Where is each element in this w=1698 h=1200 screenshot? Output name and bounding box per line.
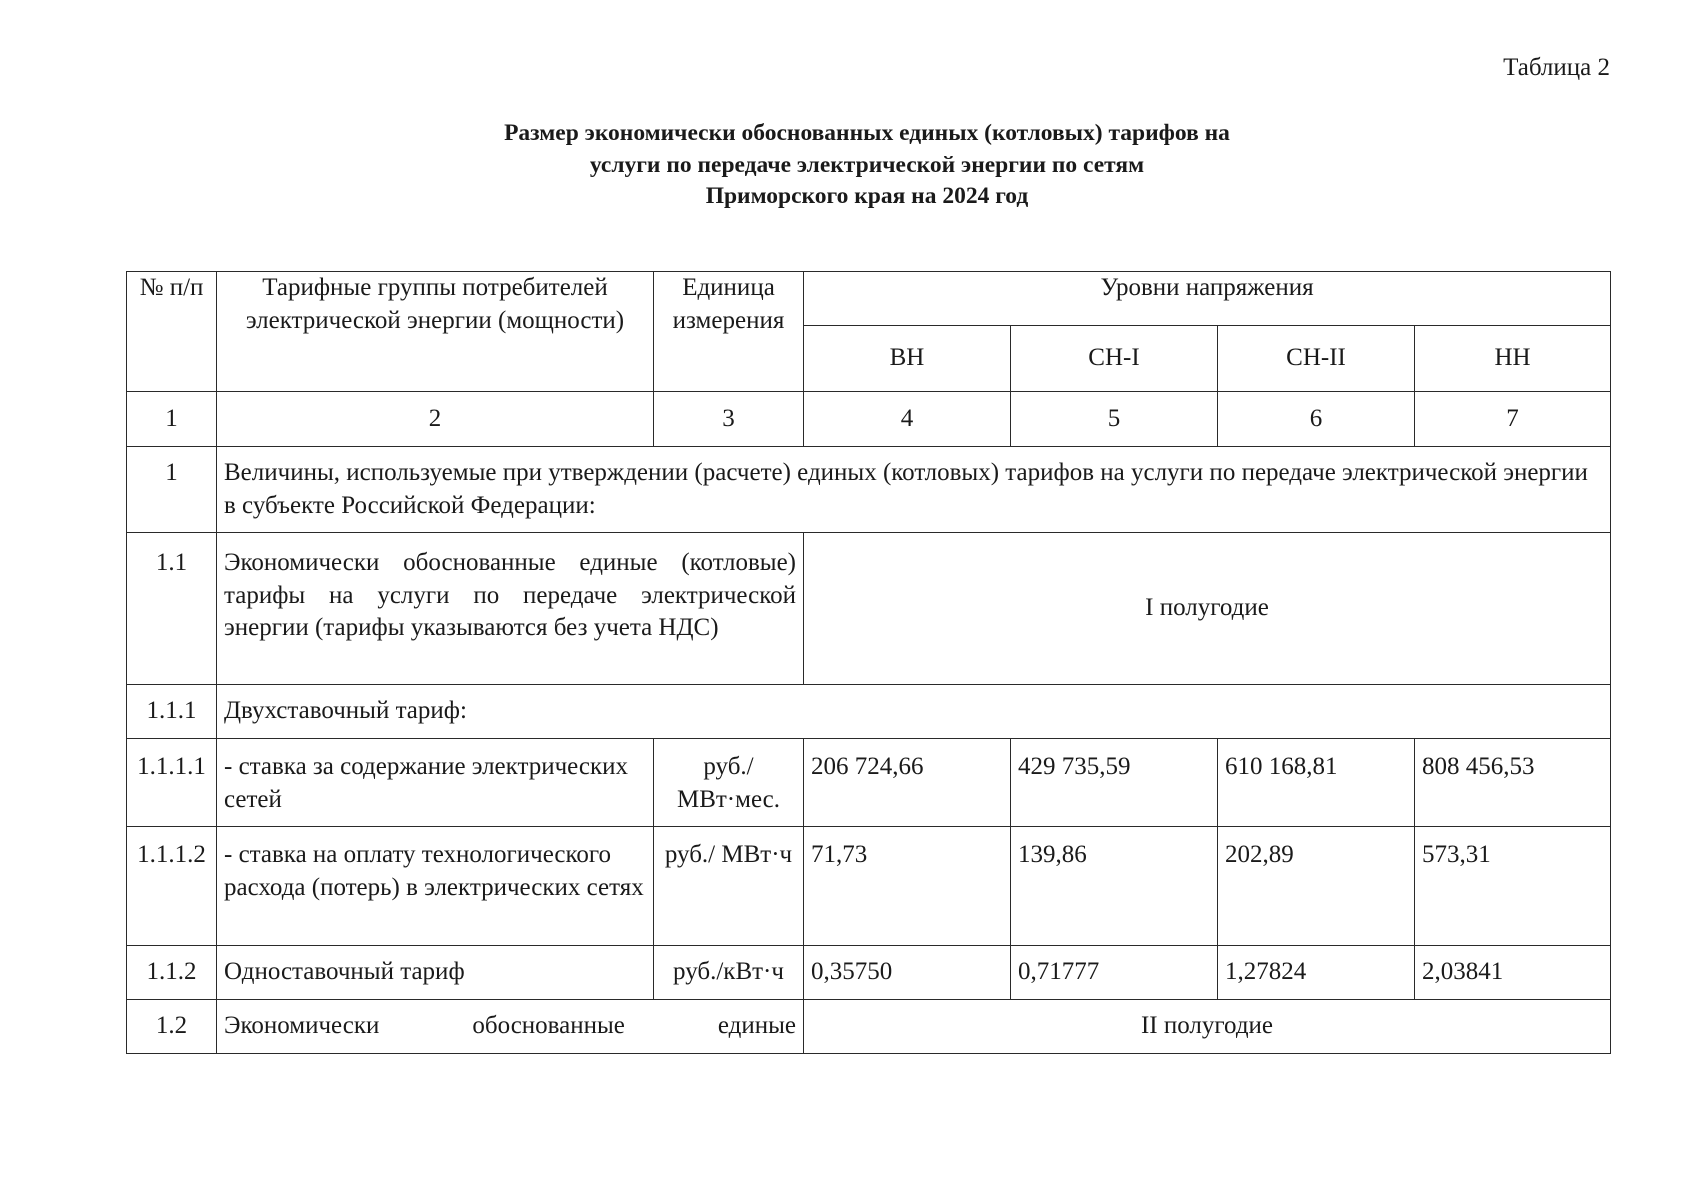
column-number: 5 <box>1011 392 1218 447</box>
value-sn1: 139,86 <box>1011 827 1218 946</box>
table-row <box>127 533 1611 685</box>
value-sn2: 202,89 <box>1218 827 1415 946</box>
table-row <box>127 827 1611 946</box>
period-second-half: II полугодие <box>804 1000 1611 1054</box>
column-number: 3 <box>654 392 804 447</box>
table-row <box>127 739 1611 827</box>
row-number: 1.1.1.1 <box>127 739 217 827</box>
column-number: 4 <box>804 392 1011 447</box>
period-first-half: I полугодие <box>804 533 1611 685</box>
column-number: 6 <box>1218 392 1415 447</box>
table-row <box>127 946 1611 1000</box>
value-nn: 808 456,53 <box>1415 739 1611 827</box>
row-description: Одноставочный тариф <box>217 946 654 1000</box>
header-col-unit: Единица измерения <box>654 272 804 392</box>
title-line-1: Размер экономически обоснованных единых (котловых) тарифов на <box>504 120 1230 146</box>
table-row <box>127 685 1611 739</box>
value-vn: 0,35750 <box>804 946 1011 1000</box>
value-nn: 573,31 <box>1415 827 1611 946</box>
table-number-label: Таблица 2 <box>1503 54 1610 81</box>
row-description: - ставка на оплату технологического расхода (потерь) в электрических сетях <box>217 827 654 946</box>
header-sn1: СН-I <box>1011 326 1218 392</box>
value-nn: 2,03841 <box>1415 946 1611 1000</box>
value-vn: 71,73 <box>804 827 1011 946</box>
header-col-number: № п/п <box>127 272 217 392</box>
row-unit: руб./кВт·ч <box>654 946 804 1000</box>
row-description: - ставка за содержание электрических сетей <box>217 739 654 827</box>
row-number: 1.1.2 <box>127 946 217 1000</box>
title-line-3: Приморского края на 2024 год <box>705 183 1029 209</box>
column-number: 1 <box>127 392 217 447</box>
header-sn2: СН-II <box>1218 326 1415 392</box>
column-number: 2 <box>217 392 654 447</box>
value-vn: 206 724,66 <box>804 739 1011 827</box>
row-number: 1.1.1 <box>127 685 217 739</box>
header-nn: НН <box>1415 326 1611 392</box>
value-sn2: 610 168,81 <box>1218 739 1415 827</box>
row-description: Экономически обоснованные единые (котловые) тарифы на услуги по передаче электрической энергии (тарифы указываются без учета НДС) <box>217 533 804 685</box>
row-description: Величины, используемые при утверждении (расчете) единых (котловых) тарифов на услуги по передаче электрической энергии в субъекте Российской Федерации: <box>217 447 1611 533</box>
value-sn1: 0,71777 <box>1011 946 1218 1000</box>
document-title <box>0 118 1698 213</box>
row-unit: руб./ МВт·ч <box>654 827 804 946</box>
header-vn: ВН <box>804 326 1011 392</box>
row-unit: руб./ МВт·мес. <box>654 739 804 827</box>
table-row <box>127 447 1611 533</box>
row-description: Экономически обоснованные единые <box>217 1000 804 1054</box>
header-col-consumer-groups: Тарифные группы потребителей электрической энергии (мощности) <box>217 272 654 392</box>
value-sn1: 429 735,59 <box>1011 739 1218 827</box>
table-row <box>127 1000 1611 1054</box>
title-line-2: услуги по передаче электрической энергии по сетям <box>589 151 1145 178</box>
column-number: 7 <box>1415 392 1611 447</box>
row-number: 1.1.1.2 <box>127 827 217 946</box>
header-voltage-levels: Уровни напряжения <box>804 272 1611 326</box>
row-number: 1.1 <box>127 533 217 685</box>
tariff-table <box>126 271 1611 1054</box>
row-number: 1 <box>127 447 217 533</box>
row-description: Двухставочный тариф: <box>217 685 1611 739</box>
value-sn2: 1,27824 <box>1218 946 1415 1000</box>
column-number-row <box>127 392 1611 447</box>
row-number: 1.2 <box>127 1000 217 1054</box>
